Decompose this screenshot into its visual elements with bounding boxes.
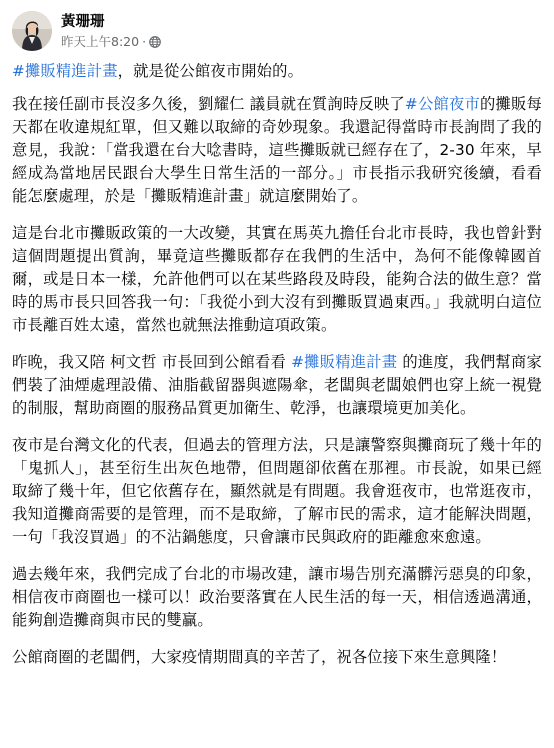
post-paragraph	[12, 93, 542, 208]
post-header	[12, 11, 161, 51]
author-avatar[interactable]	[12, 11, 52, 51]
paragraph-text: 這是台北市攤販政策的一大改變，其實在馬英九擔任台北市長時，我也曾針對這個問題提出質詢，畢竟這些攤販都存在我們的生活中，為何不能像韓國首爾，或是日本一樣，允許他們可以在某些路段及時段，能夠合法的做生意？當時的馬市長只回答我一句：「我從小到大沒有到攤販買過東西。」我就明白這位市長離百姓太遠，當然也就無法推動這項政策。	[12, 224, 542, 334]
post-paragraph	[12, 434, 542, 549]
post-paragraph	[12, 351, 542, 420]
paragraph-text: 公館商圈的老闆們，大家疫情期間真的辛苦了，祝各位接下來生意興隆！	[12, 648, 507, 666]
post-paragraph	[12, 646, 542, 669]
paragraph-text: 市長回到公館看看	[156, 353, 292, 371]
post-timestamp[interactable]: 昨天上午8:20	[61, 33, 140, 49]
post-paragraph	[12, 222, 542, 337]
paragraph-text: 昨晚，我又陪	[12, 353, 111, 371]
post-paragraph	[12, 563, 542, 632]
hashtag-link[interactable]: #攤販精進計畫	[12, 62, 118, 80]
post-body	[12, 60, 542, 683]
paragraph-text: 的進度，我們幫商家們裝了油煙處理設備、油脂截留器與遮陽傘，老闆與老闆娘們也穿上統一視覺的制服，幫助商圈的服務品質更加衛生、乾淨，也讓環境更加美化。	[12, 353, 542, 417]
paragraph-text: ，就是從公館夜市開始的。	[117, 62, 304, 80]
paragraph-text: 過去幾年來，我們完成了台北的市場改建，讓市場告別充滿髒污惡臭的印象，相信夜市商圈也一樣可以！政治要落實在人民生活的每一天，相信透過溝通，能夠創造攤商與市民的雙贏。	[12, 565, 542, 629]
paragraph-text: 我在接任副市長沒多久後，	[12, 95, 199, 113]
hashtag-link[interactable]: #公館夜市	[404, 95, 481, 113]
globe-icon[interactable]	[149, 35, 161, 47]
hashtag-link[interactable]: #攤販精進計畫	[291, 353, 398, 371]
paragraph-text: 議員就在質詢時反映了	[244, 95, 405, 113]
post-subline	[61, 33, 161, 50]
post-paragraph	[12, 60, 542, 83]
author-name[interactable]: 黃珊珊	[61, 13, 105, 30]
separator-dot: ·	[142, 33, 147, 49]
paragraph-text: 夜市是台灣文化的代表，但過去的管理方法，只是讓警察與攤商玩了幾十年的「鬼抓人」，甚至衍生出灰色地帶，但問題卻依舊在那裡。市長說，如果已經取締了幾十年，但它依舊存在，顯然就是有問題。我會逛夜市，也常逛夜市，我知道攤商需要的是管理，而不是取締，了解市民的需求，這才能解決問題，一句「我沒買過」的不沾鍋態度，只會讓市民與政府的距離愈來愈遠。	[12, 436, 542, 546]
mention-link[interactable]: 劉耀仁	[198, 95, 245, 113]
post-meta	[61, 13, 161, 50]
paragraph-text: 的攤販每天都在收違規紅單，但又難以取締的奇妙現象。我還記得當時市長詢問了我的意見，我說：「當我還在台大唸書時，這些攤販就已經存在了，2-30 年來，早經成為當地居民跟台大學生日常生活的一部分。」市長指示我研究後續，看看能怎麼處理，於是「攤販精進計畫」就這麼開始了。	[12, 95, 543, 205]
mention-link[interactable]: 柯文哲	[110, 353, 157, 371]
